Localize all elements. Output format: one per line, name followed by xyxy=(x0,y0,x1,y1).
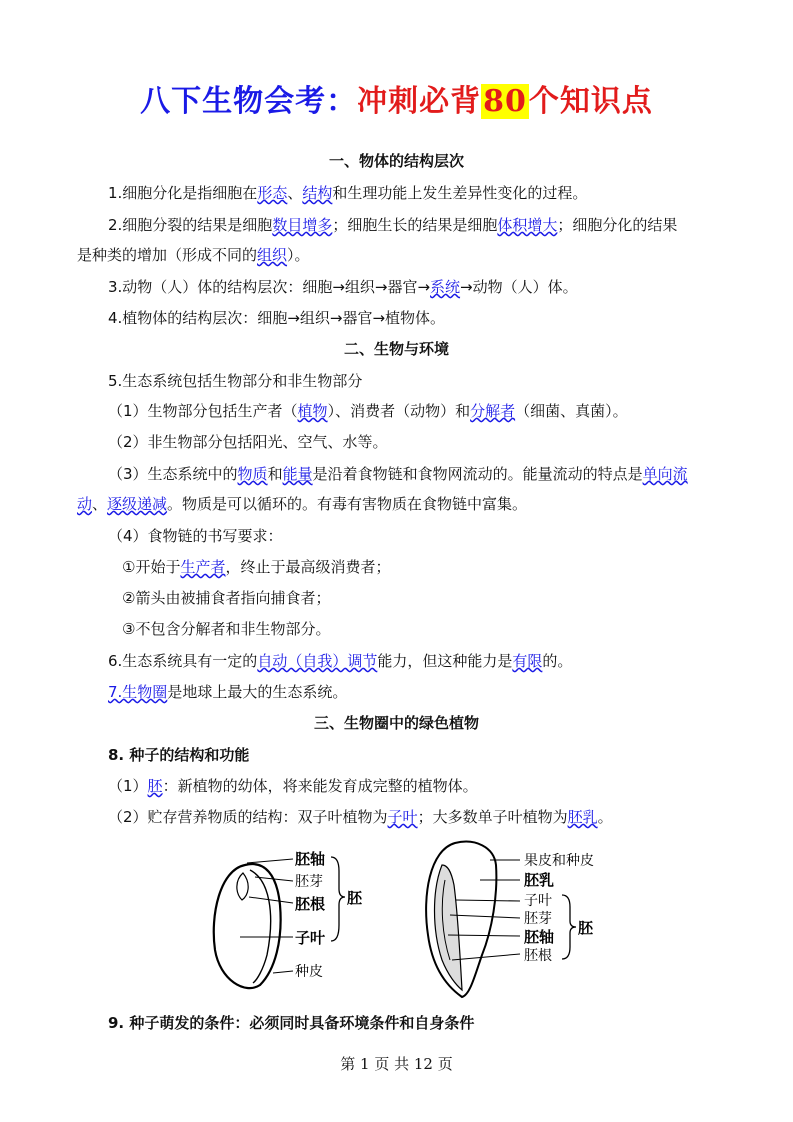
corn-leader-4 xyxy=(450,915,520,918)
corn-seed-svg xyxy=(420,835,620,1005)
point-5-2: （2）非生物部分包括阳光、空气、水等。 xyxy=(108,433,388,451)
point-2-cont: 是种类的增加（形成不同的组织）。 xyxy=(77,246,310,264)
point-6: 6.生态系统具有一定的自动（自我）调节能力，但这种能力是有限的。 xyxy=(108,652,573,670)
point-1: 1.细胞分化是指细胞在形态、结构和生理功能上发生差异性变化的过程。 xyxy=(108,184,588,202)
corn-label-2: 胚乳 xyxy=(524,871,555,889)
section-heading-1: 一、物体的结构层次 xyxy=(328,152,464,170)
bean-leader-5 xyxy=(273,971,293,973)
bean-leader-1 xyxy=(247,859,293,863)
bean-brace xyxy=(331,857,345,941)
bean-embryo xyxy=(237,873,248,900)
bean-label-5: 种皮 xyxy=(295,964,323,980)
bean-label-2: 胚芽 xyxy=(295,874,323,890)
bean-seed-diagram xyxy=(205,845,375,1005)
bean-brace-label: 胚 xyxy=(347,889,363,907)
point-3: 3.动物（人）体的结构层次：细胞→组织→器官→系统→动物（人）体。 xyxy=(108,278,578,296)
corn-label-4: 胚芽 xyxy=(524,911,552,927)
bean-label-3: 胚根 xyxy=(295,895,326,913)
corn-label-6: 胚根 xyxy=(524,948,552,964)
corn-brace-label: 胚 xyxy=(578,919,594,937)
point-8-1: （1）胚：新植物的幼体，将来能发育成完整的植物体。 xyxy=(108,777,478,795)
point-4: 4.植物体的结构层次：细胞→组织→器官→植物体。 xyxy=(108,309,446,327)
point-8-2: （2）贮存营养物质的结构：双子叶植物为子叶；大多数单子叶植物为胚乳。 xyxy=(108,808,613,826)
corn-seed-diagram xyxy=(420,835,620,1005)
bean-label-1: 胚轴 xyxy=(295,850,326,868)
corn-leader-6 xyxy=(452,954,520,960)
corn-label-1: 果皮和种皮 xyxy=(524,853,594,869)
point-5-4-3: ③不包含分解者和非生物部分。 xyxy=(122,620,331,638)
section-heading-3: 三、生物圈中的绿色植物 xyxy=(313,714,479,732)
page-title: 八下生物会考：冲刺必背80个知识点 xyxy=(140,84,653,119)
bean-leader-3 xyxy=(249,897,293,903)
corn-leader-3 xyxy=(456,900,520,901)
point-5-3-cont: 动、逐级递减。物质是可以循环的。有毒有害物质在食物链中富集。 xyxy=(77,495,528,513)
point-5: 5.生态系统包括生物部分和非生物部分 xyxy=(108,372,363,390)
point-7: 7.生物圈是地球上最大的生态系统。 xyxy=(108,683,348,701)
point-5-3: （3）生态系统中的物质和能量是沿着食物链和食物网流动的。能量流动的特点是单向流 xyxy=(108,465,688,483)
corn-label-5: 胚轴 xyxy=(524,928,555,946)
point-5-4: （4）食物链的书写要求： xyxy=(108,527,283,545)
section-heading-2: 二、生物与环境 xyxy=(343,340,449,358)
point-8: 8. 种子的结构和功能 xyxy=(108,746,250,764)
point-2: 2.细胞分裂的结果是细胞数目增多；细胞生长的结果是细胞体积增大；细胞分化的结果 xyxy=(108,216,678,234)
corn-brace xyxy=(562,895,576,959)
bean-cotyledon-edge xyxy=(250,870,271,983)
point-5-4-2: ②箭头由被捕食者指向捕食者； xyxy=(122,589,331,607)
corn-label-3: 子叶 xyxy=(524,893,552,909)
point-5-1: （1）生物部分包括生产者（植物）、消费者（动物）和分解者（细菌、真菌）。 xyxy=(108,402,628,420)
bean-seed-svg xyxy=(205,845,375,1005)
point-9: 9. 种子萌发的条件：必须同时具备环境条件和自身条件 xyxy=(108,1014,475,1032)
bean-label-4: 子叶 xyxy=(295,929,326,947)
page-footer: 第 1 页 共 12 页 xyxy=(340,1055,453,1073)
point-5-4-1: ①开始于生产者，终止于最高级消费者； xyxy=(122,558,391,576)
